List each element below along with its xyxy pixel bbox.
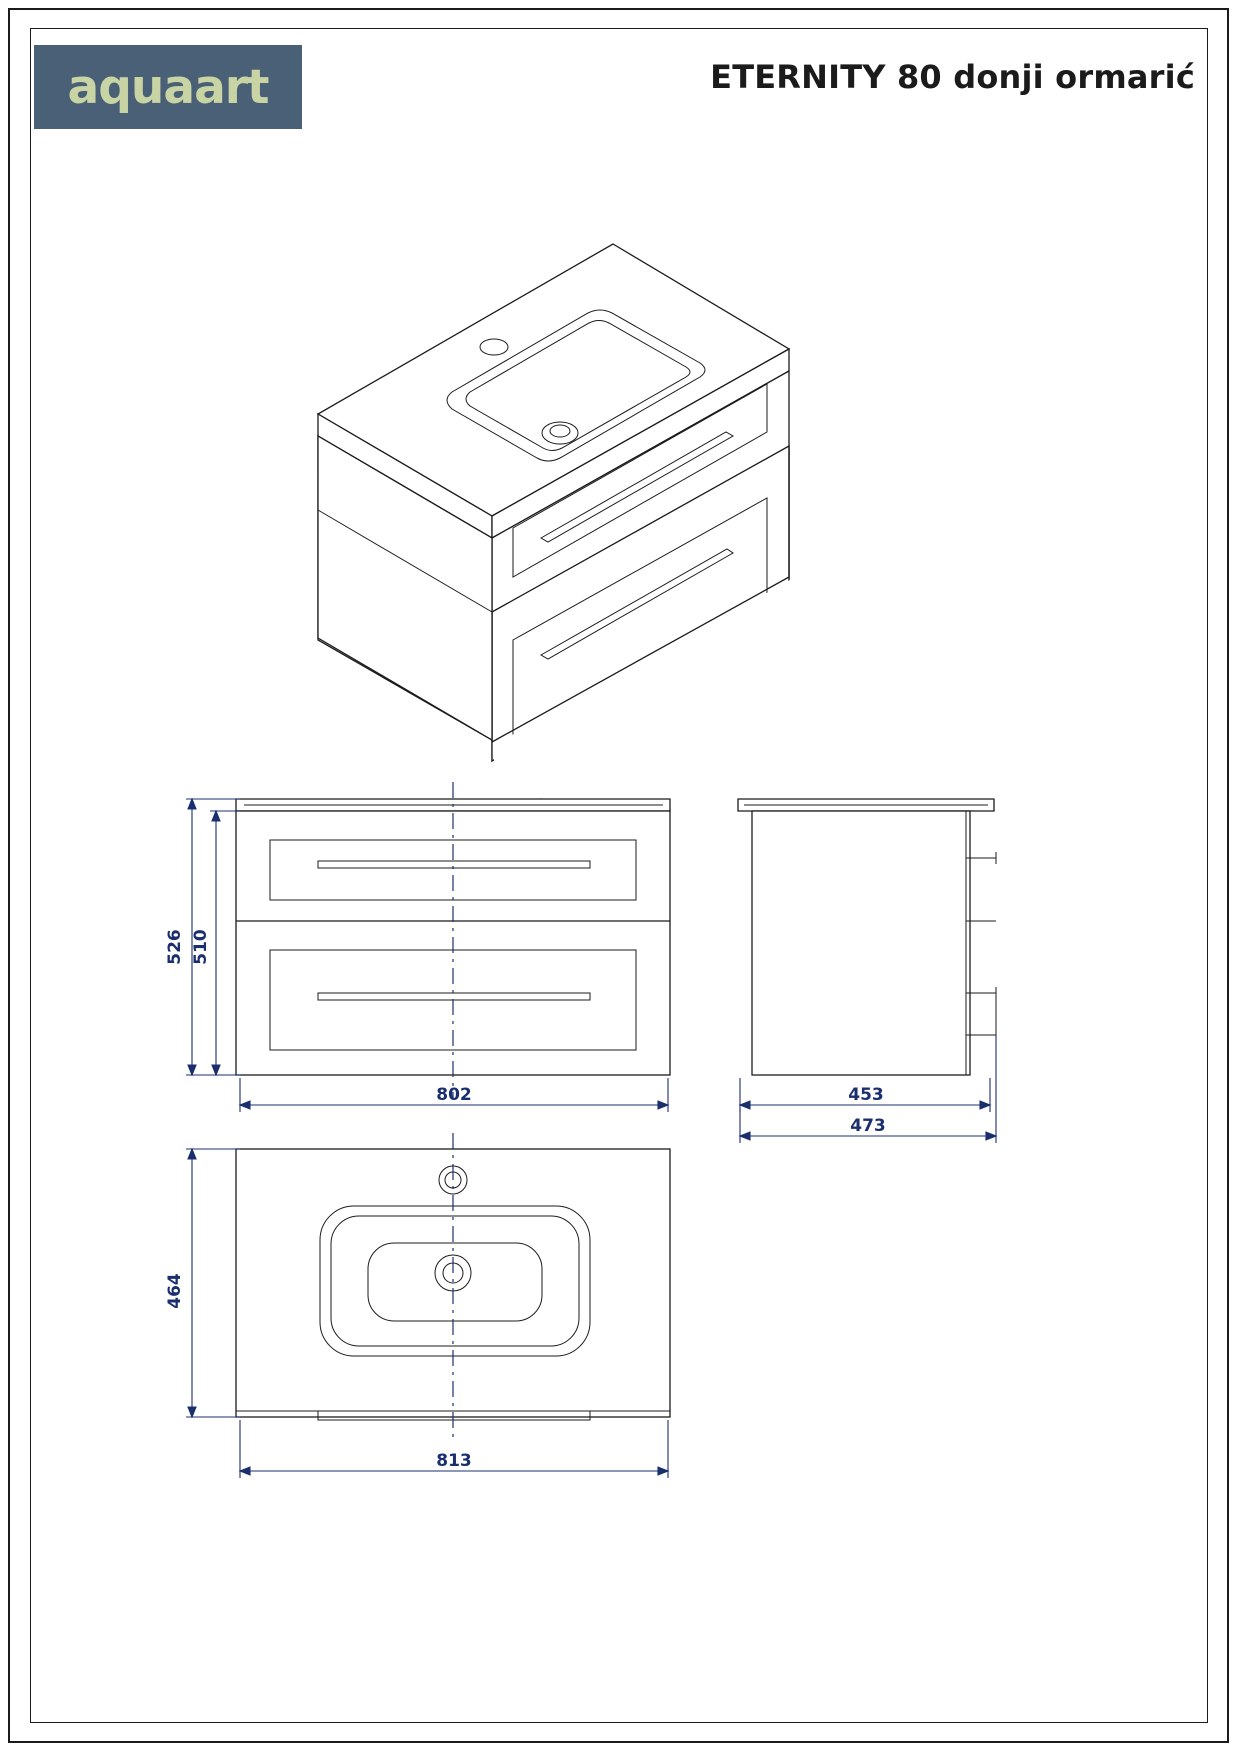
side-view <box>738 799 996 1143</box>
dim-front-width: 802 <box>436 1085 472 1105</box>
front-view <box>165 782 670 1112</box>
dim-side-depth-inner: 453 <box>848 1085 884 1105</box>
dim-top-width: 813 <box>436 1451 472 1471</box>
dim-front-height-inner: 510 <box>191 929 211 965</box>
dim-front-height-outer: 526 <box>165 929 185 965</box>
top-view <box>165 1133 670 1478</box>
dim-side-depth-outer: 473 <box>850 1116 886 1136</box>
brand-logo-text: aquaart <box>67 59 269 115</box>
page-title: ETERNITY 80 donji ormarić <box>710 58 1195 96</box>
isometric-view <box>318 244 790 830</box>
dim-top-depth: 464 <box>165 1273 185 1309</box>
